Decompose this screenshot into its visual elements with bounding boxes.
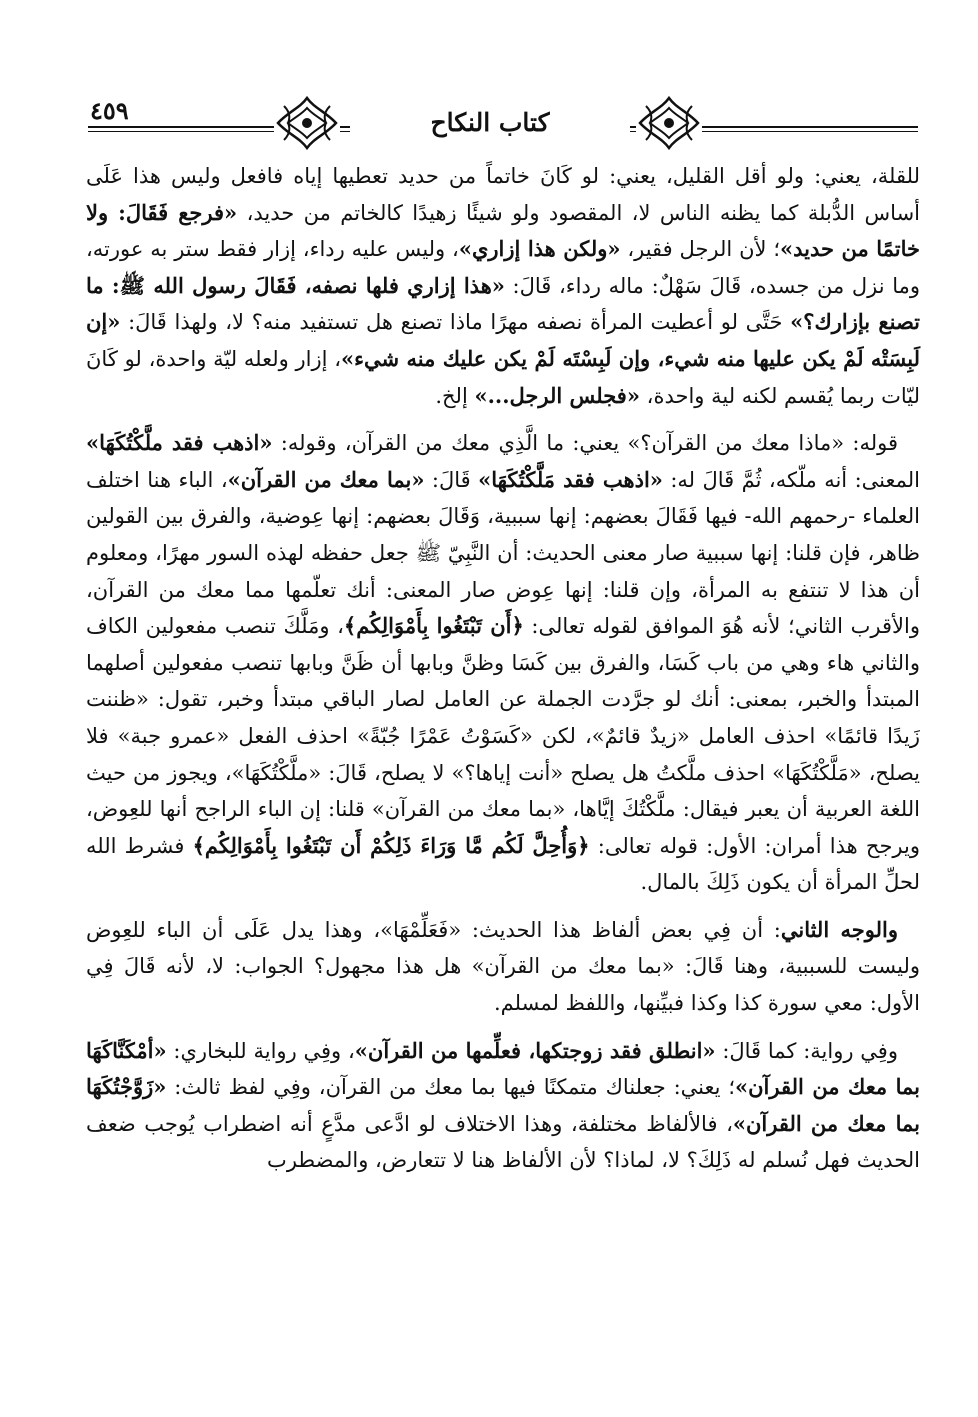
book-title: كتاب النكاح [350,106,630,140]
page-number: ٤٥٩ [90,96,166,126]
text-run: للقلة، يعني: ولو أقل القليل، يعني: لو كَانَ خاتماً من حديد تعطيها إياه فافعل وليس هذا عَلَى أساس الدُّبلة كما يظنه الناس لا، المقصود ولو شيئًا زهيدًا كالخاتم من حديد، [86,164,920,225]
text-run: إلخ. [435,383,475,408]
bold-text-run: «اذهب فقد مَلَّكْتُكَهَا» [478,466,663,492]
text-run: فشرط الله لحلِّ المرأة أن يكون ذَلِكَ بالمال. [86,833,920,895]
page-header [88,92,918,154]
left-ornament-icon [274,94,340,152]
text-run: ، الباء هنا اختلف العلماء -رحمهم الله- فيها فَقَالَ بعضهم: إنها سببية، وَقَالَ بعضهم: إنها عِوضية، والفرق بين القولين ظاهر، فإن قلنا: إنها سببية صار معنى الحديث: أن النَّبِيّ ﷺ جعل حفظه لهذه السور مهرًا، ومعلوم أن هذا لا تنتفع به المرأة، وإن قلنا: إنها عِوض صار المعنى: أنك تعلّمها مما معك من القرآن، والأقرب الثاني؛ لأنه هُوَ الموافق لقوله تعالى: [86,467,920,639]
bold-text-run: «إن لَبِسَتْه لَمْ يكن عليها منه شيء، وإن لَبِسْتَه لَمْ يكن عليك منه شيء» [86,309,920,371]
paragraph-1 [86,158,920,414]
bold-text-run: والوجه الثاني [780,916,898,942]
paragraph-2 [86,425,920,901]
quran-verse: ﴿وَأُحِلَّ لَكُم مَّا وَرَاءَ ذَلِكُمْ أَن تَبْتَغُوا بِأَمْوَالِكُم﴾ [192,832,590,858]
text-run: ، إزار ولعله ليّة واحدة، لو كَانَ ليّات ربما يُقسم لكنه لية واحدة، [86,346,920,408]
bold-text-run: «ولكن هذا إزاري» [458,236,621,262]
right-ornament-icon [636,94,702,152]
bold-text-run: «بما معك من القرآن» [227,466,425,492]
bold-text-run: «زَوَّجْتُكَهَا بما معك من القرآن» [86,1074,920,1136]
bold-text-run: «فجلس الرجل...» [474,382,640,408]
text-run: قوله: «ماذا معك من القرآن؟» يعني: ما الَّذِي معك من القرآن، وقوله: [272,431,898,456]
body-text [86,158,920,1179]
bold-text-run: «اذهب فقد ملَّكْتُكَهَا» [86,430,273,456]
text-run: ، فالألفاظ مختلفة، وهذا الاختلاف لو ادَّعى مدَّعٍ أنه اضطراب يُوجب ضعف الحديث فهل نُسلم له ذَلِكَ؟ لا، لماذا؟ لأن الألفاظ هنا لا تتعارض، والمضطرب [86,1111,920,1173]
bold-text-run: «انطلق فقد زوجتكها، فعلِّمها من القرآن» [354,1037,716,1063]
text-run: وفِي رواية: كما قَالَ: [715,1038,898,1063]
text-run: ؛ لأن الرجل فقير، [620,237,781,262]
text-run: المعنى: أنه ملّكه، ثُمَّ قَالَ له: [662,467,920,492]
bold-text-run: «هذا إزاري فلها نصفه، فَقَالَ رسول الله ﷺ: ما تصنع بإزارك؟» [86,272,920,335]
text-run: ، ومَلَّكَ تنصب مفعولين الكاف والثاني هاء وهي من باب كَسَا، والفرق بين كَسَا وظنَّ وبابها أن ظَنَّ وبابها تنصب مفعولين أصلهما المبتدأ والخبر، بمعنى: أنك لو جرَّدت الجملة عن العامل لصار الباقي مبتدأ وخبر، تقول: «ظننت زَيدًا قائمًا» احذف العامل «زيدٌ قائمٌ»، لكن «كَسَوْتُ عَمْرًا جُبّةً» احذف الفعل «عمرو جبة» فلا يصلح، «مَلَّكْتُكَهَا» احذف ملَّكتُ هل يصلح «أنت إياها؟» لا يصلح، قَالَ: «ملَّكْتُكَهَا»، ويجوز من حيث اللغة العربية أن يعبر فيقال: ملَّكْتُكَ إيَّاها، «بما معك من القرآن» قلنا: إن الباء الراجح أنها للعِوض، ويرجح هذا أمران: الأول: قوله تعالى: [86,614,920,858]
paragraph-4 [86,1033,920,1179]
paragraph-3 [86,912,920,1022]
text-run: حَتَّى لو أعطيت المرأة نصفه مهرًا ماذا تصنع هل تستفيد منه؟ لا، ولهذا قَالَ: [120,310,791,335]
text-run: ، وليس عليه رداء، إزار فقط ستر به عورته، وما نزل من جسده، قَالَ سَهْلٌ: ماله رداء، قَالَ: [86,237,921,298]
text-run: قَالَ: [424,467,479,492]
text-run: ؛ يعني: جعلناك متمكنًا فيها بما معك من القرآن، وفِي لفظ ثالث: [166,1075,735,1100]
text-run: : أن فِي بعض ألفاظ هذا الحديث: «فَعَلِّمْهَا»، وهذا يدل عَلَى أن الباء للعِوض وليست للسببية، وهنا قَالَ: «بما معك من القرآن» هل هذا مجهول؟ الجواب: لا، لأنه قَالَ فِي الأول: معي سورة كذا وكذا فبيِّنها، واللفظ لمسلم. [86,917,920,1016]
quran-verse: ﴿أَن تَبْتَغُوا بِأَمْوَالِكُم﴾ [343,613,524,639]
bold-text-run: «أمْكَنَّاكَهَا بما معك من القرآن» [86,1037,920,1100]
bold-text-run: «فرجع فَقَالَ: ولا خاتمًا من حديد» [86,199,920,262]
text-run: ، وفِي رواية للبخاري: [166,1038,355,1063]
